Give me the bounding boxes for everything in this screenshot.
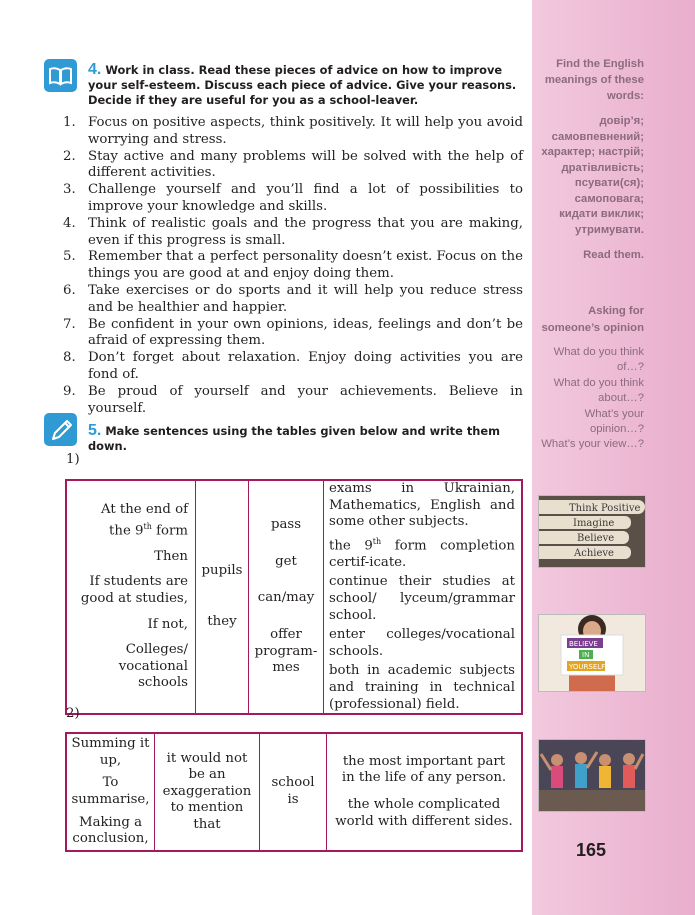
sidebar-read-them: Read them. bbox=[583, 249, 644, 261]
table-cell: continue their studies at school/ lyceum/grammar school. bbox=[329, 574, 515, 623]
believe-in-yourself-photo bbox=[538, 614, 646, 692]
list-item: 4. Think of realistic goals and the progress that you are making, even if this progress is small. bbox=[63, 215, 523, 248]
table-2-col-2 bbox=[155, 733, 260, 851]
list-item: 7. Be confident in your own opinions, ideas, feelings and don’t be afraid of expressing them. bbox=[63, 316, 523, 349]
table-1-label: 1) bbox=[66, 452, 80, 467]
table-cell: the most important part in the life of any person. bbox=[341, 753, 507, 786]
table-2-col-1 bbox=[66, 733, 155, 851]
table-1-col-2 bbox=[196, 480, 249, 714]
table-2-label: 2) bbox=[66, 706, 80, 721]
think-positive-sticks-photo bbox=[538, 495, 646, 568]
table-cell: both in academic subjects and training in technical (professional) field. bbox=[329, 663, 515, 712]
table-cell: the whole complicated world with different sides. bbox=[335, 797, 513, 829]
table-cell: get bbox=[275, 553, 297, 569]
exercise-5-instruction bbox=[88, 423, 523, 454]
table-cell: Summing it up, bbox=[71, 736, 150, 768]
stick-text: Imagine bbox=[573, 518, 615, 529]
table-cell: To summarise, bbox=[71, 775, 150, 807]
stick-text: Achieve bbox=[574, 548, 614, 559]
list-item: 3. Challenge yourself and you’ll find a lot of possibilities to improve your knowledge and skills. bbox=[63, 182, 523, 214]
exercise-4-number: 4. bbox=[88, 61, 102, 78]
table-cell: the 9th form completion certif-icate. bbox=[329, 536, 515, 570]
table-cell: can/may bbox=[257, 590, 315, 606]
sidebar-find-title: Find the English meanings of these words: bbox=[544, 58, 644, 102]
table-cell: offer program-mes bbox=[254, 627, 318, 676]
pencil-icon bbox=[44, 413, 77, 446]
table-2-col-4 bbox=[327, 733, 523, 851]
table-cell: Colleges/ vocational schools bbox=[118, 642, 188, 691]
sign-text: BELIEVE bbox=[569, 640, 598, 648]
list-item: 6. Take exercises or do sports and it will help you reduce stress and be healthier and happier. bbox=[63, 282, 523, 315]
table-2-col-3 bbox=[260, 733, 327, 851]
sidebar-phrase-list: What do you think of…? What do you think about…? What’s your opinion…? What’s your view…? bbox=[541, 346, 644, 451]
table-1-col-1 bbox=[66, 480, 196, 714]
table-cell: If not, bbox=[147, 616, 188, 632]
sign-text: YOURSELF bbox=[569, 663, 606, 671]
sign-text: IN bbox=[582, 651, 590, 659]
table-cell: it would not be an exaggeration to mention that bbox=[162, 750, 252, 832]
list-item: 9. Be proud of yourself and your achievements. Believe in yourself. bbox=[63, 383, 523, 416]
exercise-4-instruction bbox=[88, 62, 523, 108]
table-cell: At the end of the 9th form bbox=[100, 502, 188, 539]
table-1-col-4 bbox=[324, 480, 523, 714]
table-1 bbox=[65, 479, 523, 715]
exercise-4-text: Work in class. Read these pieces of advice on how to improve your self-esteem. Discuss each piece of advice. Give your reasons. Decide if they are useful for you as a school-leaver. bbox=[88, 63, 517, 107]
table-cell: they bbox=[207, 614, 237, 630]
table-cell: pupils bbox=[201, 563, 243, 579]
book-icon bbox=[44, 59, 77, 92]
exercise-5-number: 5. bbox=[88, 422, 102, 439]
list-item: 1. Focus on positive aspects, think positively. It will help you avoid worrying and stress. bbox=[63, 115, 523, 147]
sidebar-opinion-title: Asking for someone’s opinion bbox=[541, 305, 644, 334]
table-2 bbox=[65, 732, 523, 852]
table-cell: pass bbox=[270, 517, 302, 533]
list-item: 8. Don’t forget about relaxation. Enjoy doing activities you are fond of. bbox=[63, 350, 523, 382]
table-cell: If students are good at studies, bbox=[80, 574, 188, 606]
page-number: 165 bbox=[576, 840, 607, 860]
stick-text: Think Positive bbox=[569, 503, 641, 514]
sidebar-word-list: довір’я; самовпевнений; характер; настрій; дратівливість; псувати(ся); самоповага; кидати виклик; утримувати. bbox=[541, 115, 644, 236]
list-item: 5. Remember that a perfect personality doesn’t exist. Focus on the things you are good at and enjoy doing them. bbox=[63, 249, 523, 282]
table-cell: exams in Ukrainian, Mathematics, English and some other subjects. bbox=[329, 481, 515, 530]
exercise-class-photo bbox=[538, 739, 646, 812]
table-cell: school is bbox=[271, 775, 315, 807]
exercise-5-text: Make sentences using the tables given below and write them down. bbox=[88, 424, 500, 453]
list-item: 2. Stay active and many problems will be solved with the help of different activities. bbox=[63, 148, 523, 181]
table-cell: Then bbox=[154, 548, 188, 564]
stick-text: Believe bbox=[577, 533, 615, 544]
advice-list bbox=[63, 115, 523, 417]
table-cell: Making a conclusion, bbox=[72, 814, 149, 847]
table-1-col-3 bbox=[249, 480, 324, 714]
table-cell: enter colleges/vocational schools. bbox=[329, 627, 515, 659]
